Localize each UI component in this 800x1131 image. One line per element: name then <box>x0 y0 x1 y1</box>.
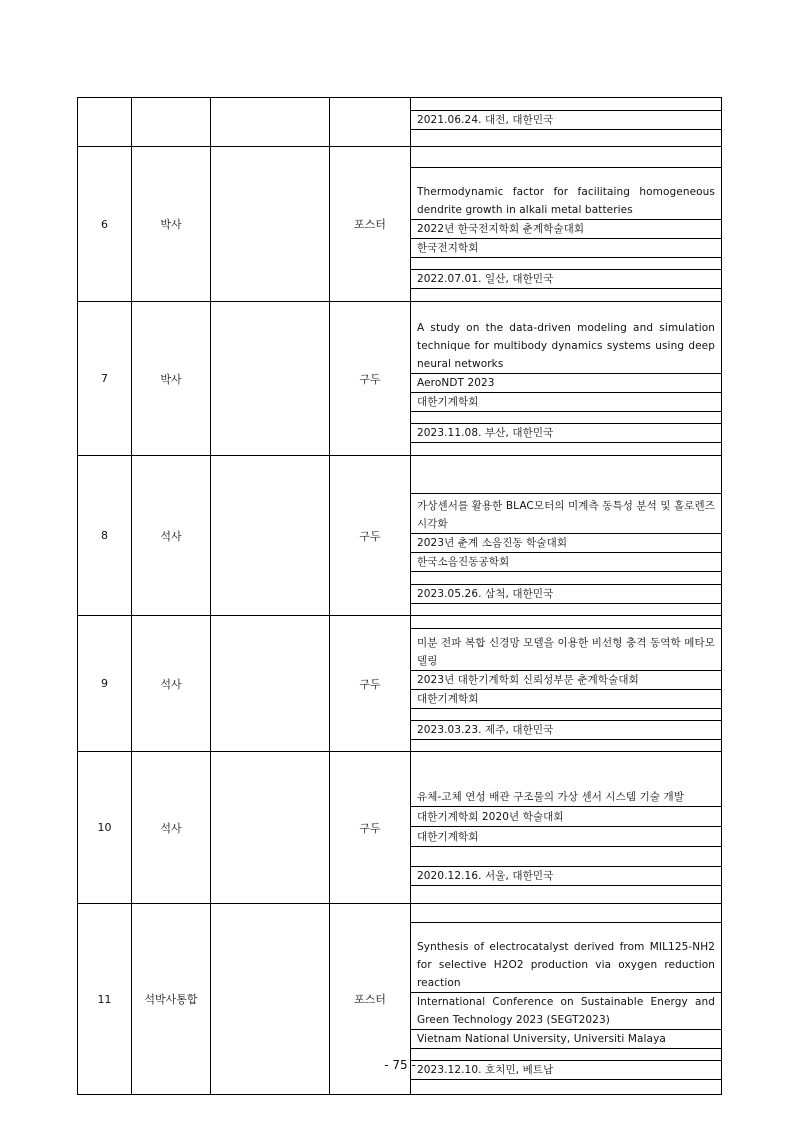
detail-cell <box>411 147 722 302</box>
blank-cell <box>211 752 330 904</box>
presentation-type-cell: 구두 <box>330 302 411 456</box>
detail-line: 대한기계학회 2020년 학술대회 <box>411 806 721 826</box>
detail-line: 미분 전파 복합 신경망 모델을 이용한 비선형 충격 동역학 메타모델링 <box>411 628 721 670</box>
detail-line <box>411 846 721 866</box>
table-row <box>78 616 722 752</box>
table-row <box>78 456 722 616</box>
presentation-type-cell: 포스터 <box>330 147 411 302</box>
detail-line: 2021.06.24. 대전, 대한민국 <box>411 110 721 129</box>
presentation-table <box>77 97 722 1095</box>
detail-subtable <box>411 147 721 301</box>
presentation-type-cell: 포스터 <box>330 904 411 1095</box>
detail-subtable <box>411 98 721 145</box>
detail-line: 한국전지학회 <box>411 238 721 257</box>
detail-line: 대한기계학회 <box>411 392 721 411</box>
detail-line: AeroNDT 2023 <box>411 373 721 392</box>
detail-cell <box>411 616 722 752</box>
detail-subtable <box>411 302 721 455</box>
detail-line <box>411 616 721 628</box>
detail-line: Vietnam National University, Universiti Malaya <box>411 1029 721 1048</box>
degree-cell: 석사 <box>132 456 211 616</box>
detail-line <box>411 739 721 751</box>
detail-line: International Conference on Sustainable Energy and Green Technology 2023 (SEGT2023) <box>411 992 721 1029</box>
detail-line: 대한기계학회 <box>411 689 721 708</box>
detail-line <box>411 456 721 493</box>
table-row <box>78 752 722 904</box>
presentation-type-cell: 구두 <box>330 752 411 904</box>
row-number <box>78 98 132 147</box>
row-number: 10 <box>78 752 132 904</box>
detail-line <box>411 904 721 922</box>
detail-subtable <box>411 752 721 901</box>
detail-line <box>411 708 721 720</box>
detail-line <box>411 571 721 584</box>
detail-line: 2020.12.16. 서울, 대한민국 <box>411 866 721 885</box>
detail-line: 2023.11.08. 부산, 대한민국 <box>411 423 721 442</box>
detail-line: 가상센서를 활용한 BLAC모터의 미계측 동특성 분석 및 홀로렌즈 시각화 <box>411 493 721 533</box>
detail-line: 2023.05.26. 삼척, 대한민국 <box>411 584 721 603</box>
degree-cell: 박사 <box>132 147 211 302</box>
detail-line <box>411 885 721 901</box>
detail-line <box>411 288 721 301</box>
detail-subtable <box>411 616 721 751</box>
presentation-type-cell <box>330 98 411 147</box>
row-number: 8 <box>78 456 132 616</box>
detail-line: 2023년 대한기계학회 신뢰성부문 춘계학술대회 <box>411 670 721 689</box>
degree-cell: 석사 <box>132 752 211 904</box>
page-number: - 75 - <box>384 1058 416 1072</box>
detail-line: 2022년 한국전지학회 춘계학술대회 <box>411 219 721 238</box>
detail-cell <box>411 98 722 147</box>
detail-cell <box>411 302 722 456</box>
detail-line: 2023.03.23. 제주, 대한민국 <box>411 720 721 739</box>
detail-line: A study on the data-driven modeling and simulation technique for multibody dynamics systems using deep neural networks <box>411 302 721 373</box>
detail-line: 대한기계학회 <box>411 826 721 846</box>
detail-line <box>411 257 721 269</box>
detail-line: 한국소음진동공학회 <box>411 552 721 571</box>
row-number: 7 <box>78 302 132 456</box>
degree-cell: 박사 <box>132 302 211 456</box>
detail-line: 유체-고체 연성 배관 구조물의 가상 센서 시스템 기술 개발 <box>411 752 721 806</box>
detail-line <box>411 603 721 615</box>
detail-line <box>411 147 721 167</box>
row-number: 6 <box>78 147 132 302</box>
detail-cell <box>411 752 722 904</box>
detail-line: 2023.12.10. 호치민, 베트남 <box>411 1060 721 1079</box>
blank-cell <box>211 302 330 456</box>
detail-line: Thermodynamic factor for facilitaing homogeneous dendrite growth in alkali metal batteries <box>411 167 721 219</box>
blank-cell <box>211 98 330 147</box>
detail-line <box>411 98 721 110</box>
detail-cell <box>411 456 722 616</box>
detail-line: 2022.07.01. 일산, 대한민국 <box>411 269 721 288</box>
degree-cell <box>132 98 211 147</box>
presentation-type-cell: 구두 <box>330 616 411 752</box>
row-number: 11 <box>78 904 132 1095</box>
table-row <box>78 302 722 456</box>
degree-cell: 석박사통합 <box>132 904 211 1095</box>
detail-line <box>411 129 721 145</box>
detail-line: Synthesis of electrocatalyst derived from MIL125-NH2 for selective H2O2 production via oxygen reduction reaction <box>411 922 721 992</box>
detail-line <box>411 411 721 423</box>
presentation-type-cell: 구두 <box>330 456 411 616</box>
blank-cell <box>211 456 330 616</box>
detail-line <box>411 1079 721 1094</box>
detail-subtable <box>411 456 721 615</box>
table-row <box>78 98 722 147</box>
detail-line <box>411 442 721 455</box>
blank-cell <box>211 147 330 302</box>
row-number: 9 <box>78 616 132 752</box>
detail-line: 2023년 춘계 소음진동 학술대회 <box>411 533 721 552</box>
degree-cell: 석사 <box>132 616 211 752</box>
table-row <box>78 147 722 302</box>
blank-cell <box>211 616 330 752</box>
